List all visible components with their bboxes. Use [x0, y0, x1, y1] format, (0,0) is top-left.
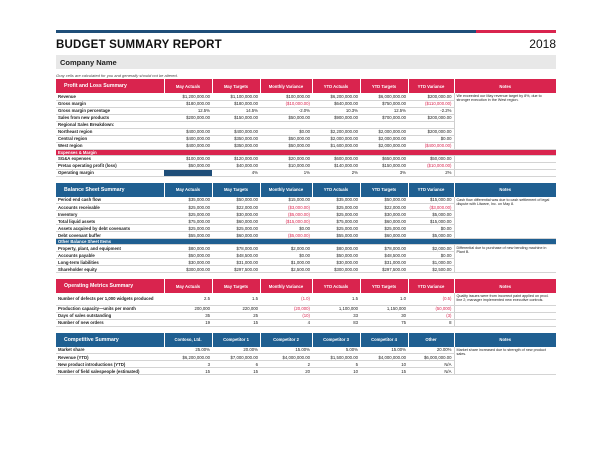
cell-value[interactable]: $15,000.00 [408, 197, 454, 204]
row-label: Accounts payable [56, 252, 164, 259]
column-header: YTD Variance [408, 183, 454, 197]
cell-value[interactable]: -2.0% [260, 107, 312, 114]
cell-value[interactable]: $6,200,000.00 [312, 93, 360, 100]
row-label: Inventory [56, 211, 164, 218]
cell-value[interactable]: $25,000.00 [164, 225, 212, 232]
cell-value[interactable]: $2,000,000.00 [360, 142, 408, 149]
cell-value[interactable]: 35 [164, 312, 212, 319]
cell-value[interactable]: ($5,000.00) [260, 232, 312, 239]
cell-value[interactable]: 4 [260, 319, 312, 326]
row-label: Number of new orders [56, 319, 164, 326]
cell-value[interactable]: $7,000,000.00 [212, 354, 260, 361]
cell-value[interactable]: ($10,000.00) [260, 100, 312, 107]
cell-value[interactable]: $0.00 [260, 252, 312, 259]
cell-value[interactable]: 200,000 [164, 305, 212, 312]
cell-value[interactable]: $35,000.00 [164, 197, 212, 204]
row-label: Shareholder equity [56, 266, 164, 273]
cell-value[interactable]: $297,500.00 [360, 266, 408, 273]
cell-value[interactable]: 2 [260, 361, 312, 368]
cell-value[interactable]: $60,000.00 [212, 232, 260, 239]
cell-value[interactable]: $350,000.00 [212, 135, 260, 142]
cell-value[interactable]: 25 [212, 312, 260, 319]
column-header: YTD Targets [360, 279, 408, 293]
cell-value[interactable]: $22,000.00 [360, 204, 408, 211]
column-header: YTD Actuals [312, 279, 360, 293]
cell-value[interactable]: $30,000.00 [312, 259, 360, 266]
cell-value[interactable] [164, 121, 212, 128]
competitive-summary-header [56, 333, 556, 347]
column-header: Contoso, Ltd. [164, 333, 212, 347]
cell-value[interactable]: 1,150,000 [360, 305, 408, 312]
cell-value[interactable]: ($3,000.00) [408, 204, 454, 211]
cell-value[interactable]: $150,000.00 [360, 162, 408, 169]
cell-value[interactable]: $30,000.00 [164, 259, 212, 266]
cell-value[interactable]: $400,000.00 [164, 128, 212, 135]
cell-value[interactable]: 10 [312, 368, 360, 375]
table-row [56, 169, 556, 176]
row-label: Property, plant, and equipment [56, 245, 164, 252]
cell-value[interactable]: $60,000.00 [360, 218, 408, 225]
cell-value[interactable]: $1,500,000.00 [312, 354, 360, 361]
cell-value[interactable]: 33 [312, 312, 360, 319]
cell-value[interactable]: 10 [360, 361, 408, 368]
column-header: Notes [454, 333, 556, 347]
cell-value[interactable]: $78,000.00 [360, 245, 408, 252]
profit-loss-header [56, 79, 556, 93]
row-label: Revenue [56, 93, 164, 100]
column-header: YTD Actuals [312, 79, 360, 93]
row-label: Assets acquired by debt covenants [56, 225, 164, 232]
table-row [56, 197, 556, 204]
cell-value[interactable]: $2,000,000.00 [360, 128, 408, 135]
column-header: Notes [454, 79, 556, 93]
row-label: Sales from new products [56, 114, 164, 121]
cell-value[interactable]: $6,000,000.00 [360, 93, 408, 100]
cell-value[interactable]: $4,000,000.00 [260, 354, 312, 361]
cell-value[interactable] [360, 121, 408, 128]
cell-value[interactable]: ($400,000.00) [408, 142, 454, 149]
column-header: May Actuals [164, 183, 212, 197]
top-accent-bar [56, 30, 556, 33]
instruction-note: Gray cells are calculated for you and generally should not be altered. [56, 73, 178, 78]
cell-value[interactable]: 15 [212, 368, 260, 375]
cell-value[interactable]: $50,000.00 [312, 252, 360, 259]
cell-value[interactable]: $200,000.00 [408, 114, 454, 121]
cell-value[interactable]: $80,000.00 [164, 245, 212, 252]
subsection-title: Other Balance Sheet Items [56, 239, 556, 245]
cell-value[interactable]: $0.00 [408, 252, 454, 259]
cell-value[interactable]: $80,000.00 [312, 245, 360, 252]
cell-value[interactable]: $2,000.00 [260, 245, 312, 252]
cell-value[interactable]: (3) [408, 312, 454, 319]
cell-value[interactable]: $1,100,000.00 [212, 93, 260, 100]
cell-value[interactable]: $700,000.00 [360, 114, 408, 121]
section-title: Operating Metrics Summary [56, 279, 164, 293]
column-header: YTD Variance [408, 79, 454, 93]
notes-cell[interactable] [454, 169, 556, 176]
report-year: 2018 [529, 37, 556, 51]
row-label: Long-term liabilities [56, 259, 164, 266]
cell-value[interactable]: $30,000.00 [212, 211, 260, 218]
cell-value[interactable]: 83 [312, 319, 360, 326]
cell-value[interactable]: $640,000.00 [312, 100, 360, 107]
cell-value[interactable]: $25,000.00 [312, 211, 360, 218]
cell-value[interactable]: 1.5 [212, 293, 260, 305]
column-header: Notes [454, 183, 556, 197]
section-title: Competitive Summary [56, 333, 164, 347]
cell-value[interactable]: $2,000,000.00 [360, 135, 408, 142]
table-row [56, 93, 556, 100]
cell-value[interactable]: $15,000.00 [408, 218, 454, 225]
report-title: BUDGET SUMMARY REPORT [56, 39, 222, 51]
cell-value[interactable]: $50,000.00 [260, 135, 312, 142]
cell-value[interactable]: $120,000.00 [212, 155, 260, 162]
cell-value[interactable] [260, 121, 312, 128]
cell-value[interactable]: $900,000.00 [312, 114, 360, 121]
cell-value[interactable]: $0.00 [408, 135, 454, 142]
operating-metrics-table [56, 279, 556, 327]
cell-value[interactable]: (20,000) [260, 305, 312, 312]
cell-value[interactable]: 3% [360, 169, 408, 176]
notes-cell[interactable]: Differential due to purchase of new bending machine in Plant B. [454, 245, 556, 273]
cell-value[interactable] [312, 121, 360, 128]
column-header: Competitor 3 [312, 333, 360, 347]
cell-value[interactable]: 220,000 [212, 305, 260, 312]
table-row [56, 347, 556, 354]
notes-cell[interactable] [454, 305, 556, 312]
cell-value[interactable]: 12.5% [360, 107, 408, 114]
cell-value[interactable]: $400,000.00 [164, 135, 212, 142]
column-header: Other [408, 333, 454, 347]
cell-value[interactable]: $650,000.00 [360, 155, 408, 162]
cell-value[interactable]: $100,000.00 [164, 155, 212, 162]
row-label: New product introductions (YTD) [56, 361, 164, 368]
column-header: Notes [454, 279, 556, 293]
row-label: Total liquid assets [56, 218, 164, 225]
cell-value[interactable]: $50,000.00 [212, 197, 260, 204]
column-header: YTD Targets [360, 79, 408, 93]
balance-sheet-table [56, 183, 556, 274]
cell-value[interactable]: ($110,000.00) [408, 100, 454, 107]
cell-value[interactable]: ($10,000.00) [408, 162, 454, 169]
cell-value[interactable]: $0.00 [260, 225, 312, 232]
cell-value[interactable]: $5,000.00 [408, 211, 454, 218]
cell-value[interactable]: $40,000.00 [212, 162, 260, 169]
cell-value[interactable]: 19 [164, 319, 212, 326]
cell-value[interactable]: 5.00% [312, 347, 360, 354]
cell-value[interactable]: $4,000,000.00 [360, 354, 408, 361]
cell-value[interactable]: $50,000.00 [260, 114, 312, 121]
cell-value[interactable]: $22,000.00 [212, 204, 260, 211]
cell-value[interactable] [212, 121, 260, 128]
row-label: Revenue (YTD) [56, 354, 164, 361]
cell-value[interactable]: $150,000.00 [212, 114, 260, 121]
cell-value[interactable]: $0.00 [408, 225, 454, 232]
cell-value[interactable]: 2.5 [164, 293, 212, 305]
cell-value[interactable]: 14.5% [212, 107, 260, 114]
row-label: Pretax operating profit (loss) [56, 162, 164, 169]
column-header: YTD Targets [360, 183, 408, 197]
cell-value[interactable]: 10.3% [312, 107, 360, 114]
row-label: Operating margin [56, 169, 164, 176]
operating-metrics-header [56, 279, 556, 293]
column-header: May Actuals [164, 79, 212, 93]
cell-value[interactable]: $50,000.00 [164, 162, 212, 169]
row-label: Regional Sales Breakdown: [56, 121, 164, 128]
cell-value[interactable]: $20,000.00 [260, 155, 312, 162]
row-label: Days of sales outstanding [56, 312, 164, 319]
cell-value[interactable]: $75,000.00 [164, 218, 212, 225]
cell-value[interactable]: -2.2% [408, 107, 454, 114]
cell-value[interactable]: $180,000.00 [164, 100, 212, 107]
column-header: May Targets [212, 79, 260, 93]
notes-cell[interactable] [454, 312, 556, 319]
cell-value[interactable]: 75 [360, 319, 408, 326]
row-label: Gross margin [56, 100, 164, 107]
cell-value[interactable]: 15.00% [260, 347, 312, 354]
cell-value[interactable]: 20.00% [408, 347, 454, 354]
cell-value[interactable]: N/A [408, 361, 454, 368]
cell-value[interactable]: 1.0 [360, 293, 408, 305]
column-header: May Actuals [164, 279, 212, 293]
cell-value[interactable]: $5,000.00 [408, 232, 454, 239]
cell-value[interactable]: $6,200,000.00 [164, 354, 212, 361]
cell-value[interactable]: $1,600,000.00 [312, 142, 360, 149]
cell-value[interactable]: (0.5) [408, 293, 454, 305]
cell-value[interactable]: $400,000.00 [212, 128, 260, 135]
cell-value[interactable]: $200,000.00 [408, 93, 454, 100]
profit-loss-table [56, 79, 556, 177]
row-label: Gross margin percentage [56, 107, 164, 114]
column-header: Monthly Variance [260, 279, 312, 293]
cell-value[interactable]: 12.5% [164, 107, 212, 114]
cell-value[interactable]: 2% [408, 169, 454, 176]
cell-value[interactable]: 15 [164, 368, 212, 375]
cell-value[interactable]: $48,500.00 [212, 252, 260, 259]
cell-value[interactable]: (1.0) [260, 293, 312, 305]
cell-value[interactable]: $55,000.00 [312, 232, 360, 239]
column-header: Monthly Variance [260, 183, 312, 197]
cell-value[interactable]: $75,000.00 [312, 218, 360, 225]
cell-value[interactable]: $31,000.00 [360, 259, 408, 266]
cell-value[interactable]: 20 [260, 368, 312, 375]
cell-value[interactable]: $50,000.00 [164, 252, 212, 259]
notes-cell[interactable] [454, 155, 556, 162]
cell-value[interactable]: $60,000.00 [360, 232, 408, 239]
cell-value[interactable]: $31,000.00 [212, 259, 260, 266]
column-header: Competitor 4 [360, 333, 408, 347]
cell-value[interactable]: $1,000.00 [408, 259, 454, 266]
cell-value[interactable]: $750,000.00 [360, 100, 408, 107]
column-header: Competitor 1 [212, 333, 260, 347]
cell-value[interactable]: 25.00% [164, 347, 212, 354]
cell-value[interactable]: $25,000.00 [312, 225, 360, 232]
cell-value[interactable] [164, 169, 212, 176]
row-label: Period end cash flow [56, 197, 164, 204]
competitive-summary-table [56, 333, 556, 376]
cell-value[interactable]: $25,000.00 [164, 204, 212, 211]
cell-value[interactable]: 4% [212, 169, 260, 176]
cell-value[interactable]: $55,000.00 [164, 232, 212, 239]
cell-value[interactable]: $400,000.00 [164, 142, 212, 149]
cell-value[interactable]: 8 [408, 319, 454, 326]
column-header: May Targets [212, 183, 260, 197]
column-header: May Targets [212, 279, 260, 293]
cell-value[interactable]: $2,000,000.00 [312, 135, 360, 142]
column-header: YTD Variance [408, 279, 454, 293]
cell-value[interactable]: $297,500.00 [212, 266, 260, 273]
row-label: Production capacity—units per month [56, 305, 164, 312]
cell-value[interactable]: $180,000.00 [212, 100, 260, 107]
cell-value[interactable]: $6,000,000.00 [408, 354, 454, 361]
notes-cell[interactable] [454, 162, 556, 169]
row-label: SG&A expenses [56, 155, 164, 162]
cell-value[interactable]: 15 [212, 319, 260, 326]
cell-value[interactable]: $100,000.00 [260, 93, 312, 100]
table-row [56, 245, 556, 252]
cell-value[interactable]: ($5,000.00) [260, 211, 312, 218]
column-header: YTD Actuals [312, 183, 360, 197]
cell-value[interactable]: $48,500.00 [360, 252, 408, 259]
cell-value[interactable]: $200,000.00 [164, 114, 212, 121]
cell-value[interactable]: $78,000.00 [212, 245, 260, 252]
cell-value[interactable]: 3 [164, 361, 212, 368]
table-row [56, 162, 556, 169]
cell-value[interactable]: $25,000.00 [360, 225, 408, 232]
notes-cell[interactable]: Cash flow differential was due to cash settlement of legal dispute with Litware, Inc. on May 8. [454, 197, 556, 239]
cell-value[interactable]: 1,100,000 [312, 305, 360, 312]
cell-value[interactable]: $25,000.00 [312, 204, 360, 211]
cell-value[interactable]: $10,000.00 [260, 162, 312, 169]
cell-value[interactable]: 6 [212, 361, 260, 368]
row-label: West region [56, 142, 164, 149]
row-label: Accounts receivable [56, 204, 164, 211]
cell-value[interactable]: $300,000.00 [164, 266, 212, 273]
subsection-title: Expenses & Margin [56, 149, 556, 155]
cell-value[interactable]: ($15,000.00) [260, 218, 312, 225]
cell-value[interactable]: 1.5 [312, 293, 360, 305]
cell-value[interactable]: $25,000.00 [164, 211, 212, 218]
table-row [56, 319, 556, 326]
cell-value[interactable]: ($3,000.00) [260, 204, 312, 211]
notes-cell[interactable] [454, 319, 556, 326]
cell-value[interactable]: $50,000.00 [408, 155, 454, 162]
company-name-field[interactable]: Company Name [56, 55, 556, 69]
table-row [56, 293, 556, 305]
row-label: Number of defects per 1,000 widgets produced [56, 293, 164, 305]
cell-value[interactable]: (50,000) [408, 305, 454, 312]
cell-value[interactable]: $200,000.00 [408, 128, 454, 135]
cell-value[interactable]: 20.00% [212, 347, 260, 354]
row-label: Central region [56, 135, 164, 142]
cell-value[interactable]: $30,000.00 [360, 211, 408, 218]
cell-value[interactable]: $50,000.00 [260, 142, 312, 149]
column-header: Monthly Variance [260, 79, 312, 93]
row-label: Debt covenant buffer [56, 232, 164, 239]
row-label: Number of field salespeople (estimated) [56, 368, 164, 375]
cell-value[interactable]: $2,000.00 [408, 245, 454, 252]
cell-value[interactable]: (10) [260, 312, 312, 319]
notes-cell[interactable]: Quality issues were from incorrect paint applied on prod. line 2; manager implemented new executive controls. [454, 293, 556, 305]
cell-value[interactable]: $2,500.00 [260, 266, 312, 273]
column-header: Competitor 2 [260, 333, 312, 347]
row-label: Market share [56, 347, 164, 354]
cell-value[interactable]: $25,000.00 [212, 225, 260, 232]
cell-value[interactable]: $50,000.00 [360, 197, 408, 204]
table-row [56, 312, 556, 319]
cell-value[interactable]: $300,000.00 [312, 266, 360, 273]
cell-value[interactable]: N/A [408, 368, 454, 375]
cell-value[interactable]: $350,000.00 [212, 142, 260, 149]
row-label: Northeast region [56, 128, 164, 135]
cell-value[interactable]: 5 [312, 361, 360, 368]
cell-value[interactable]: $140,000.00 [312, 162, 360, 169]
notes-cell[interactable]: We exceeded our May revenue target by 8%, due to stronger execution in the West region. [454, 93, 556, 149]
cell-value[interactable]: $1,200,000.00 [164, 93, 212, 100]
cell-value[interactable]: $15,000.00 [260, 197, 312, 204]
balance-sheet-header [56, 183, 556, 197]
budget-report-page [56, 30, 556, 375]
cell-value[interactable]: $2,200,000.00 [312, 128, 360, 135]
cell-value[interactable]: 15.00% [360, 347, 408, 354]
cell-value[interactable]: 15 [360, 368, 408, 375]
section-title: Balance Sheet Summary [56, 183, 164, 197]
cell-value[interactable]: 30 [360, 312, 408, 319]
cell-value[interactable]: $1,000.00 [260, 259, 312, 266]
notes-cell[interactable]: Market share increased due to strength of new product sales. [454, 347, 556, 375]
section-title: Profit and Loss Summary [56, 79, 164, 93]
cell-value[interactable]: 2% [312, 169, 360, 176]
title-row [56, 37, 556, 51]
cell-value[interactable] [408, 121, 454, 128]
cell-value[interactable]: $60,000.00 [212, 218, 260, 225]
table-row [56, 155, 556, 162]
table-row [56, 305, 556, 312]
cell-value[interactable]: 1% [260, 169, 312, 176]
cell-value[interactable]: $0.00 [260, 128, 312, 135]
cell-value[interactable]: $600,000.00 [312, 155, 360, 162]
cell-value[interactable]: $35,000.00 [312, 197, 360, 204]
cell-value[interactable]: $2,500.00 [408, 266, 454, 273]
